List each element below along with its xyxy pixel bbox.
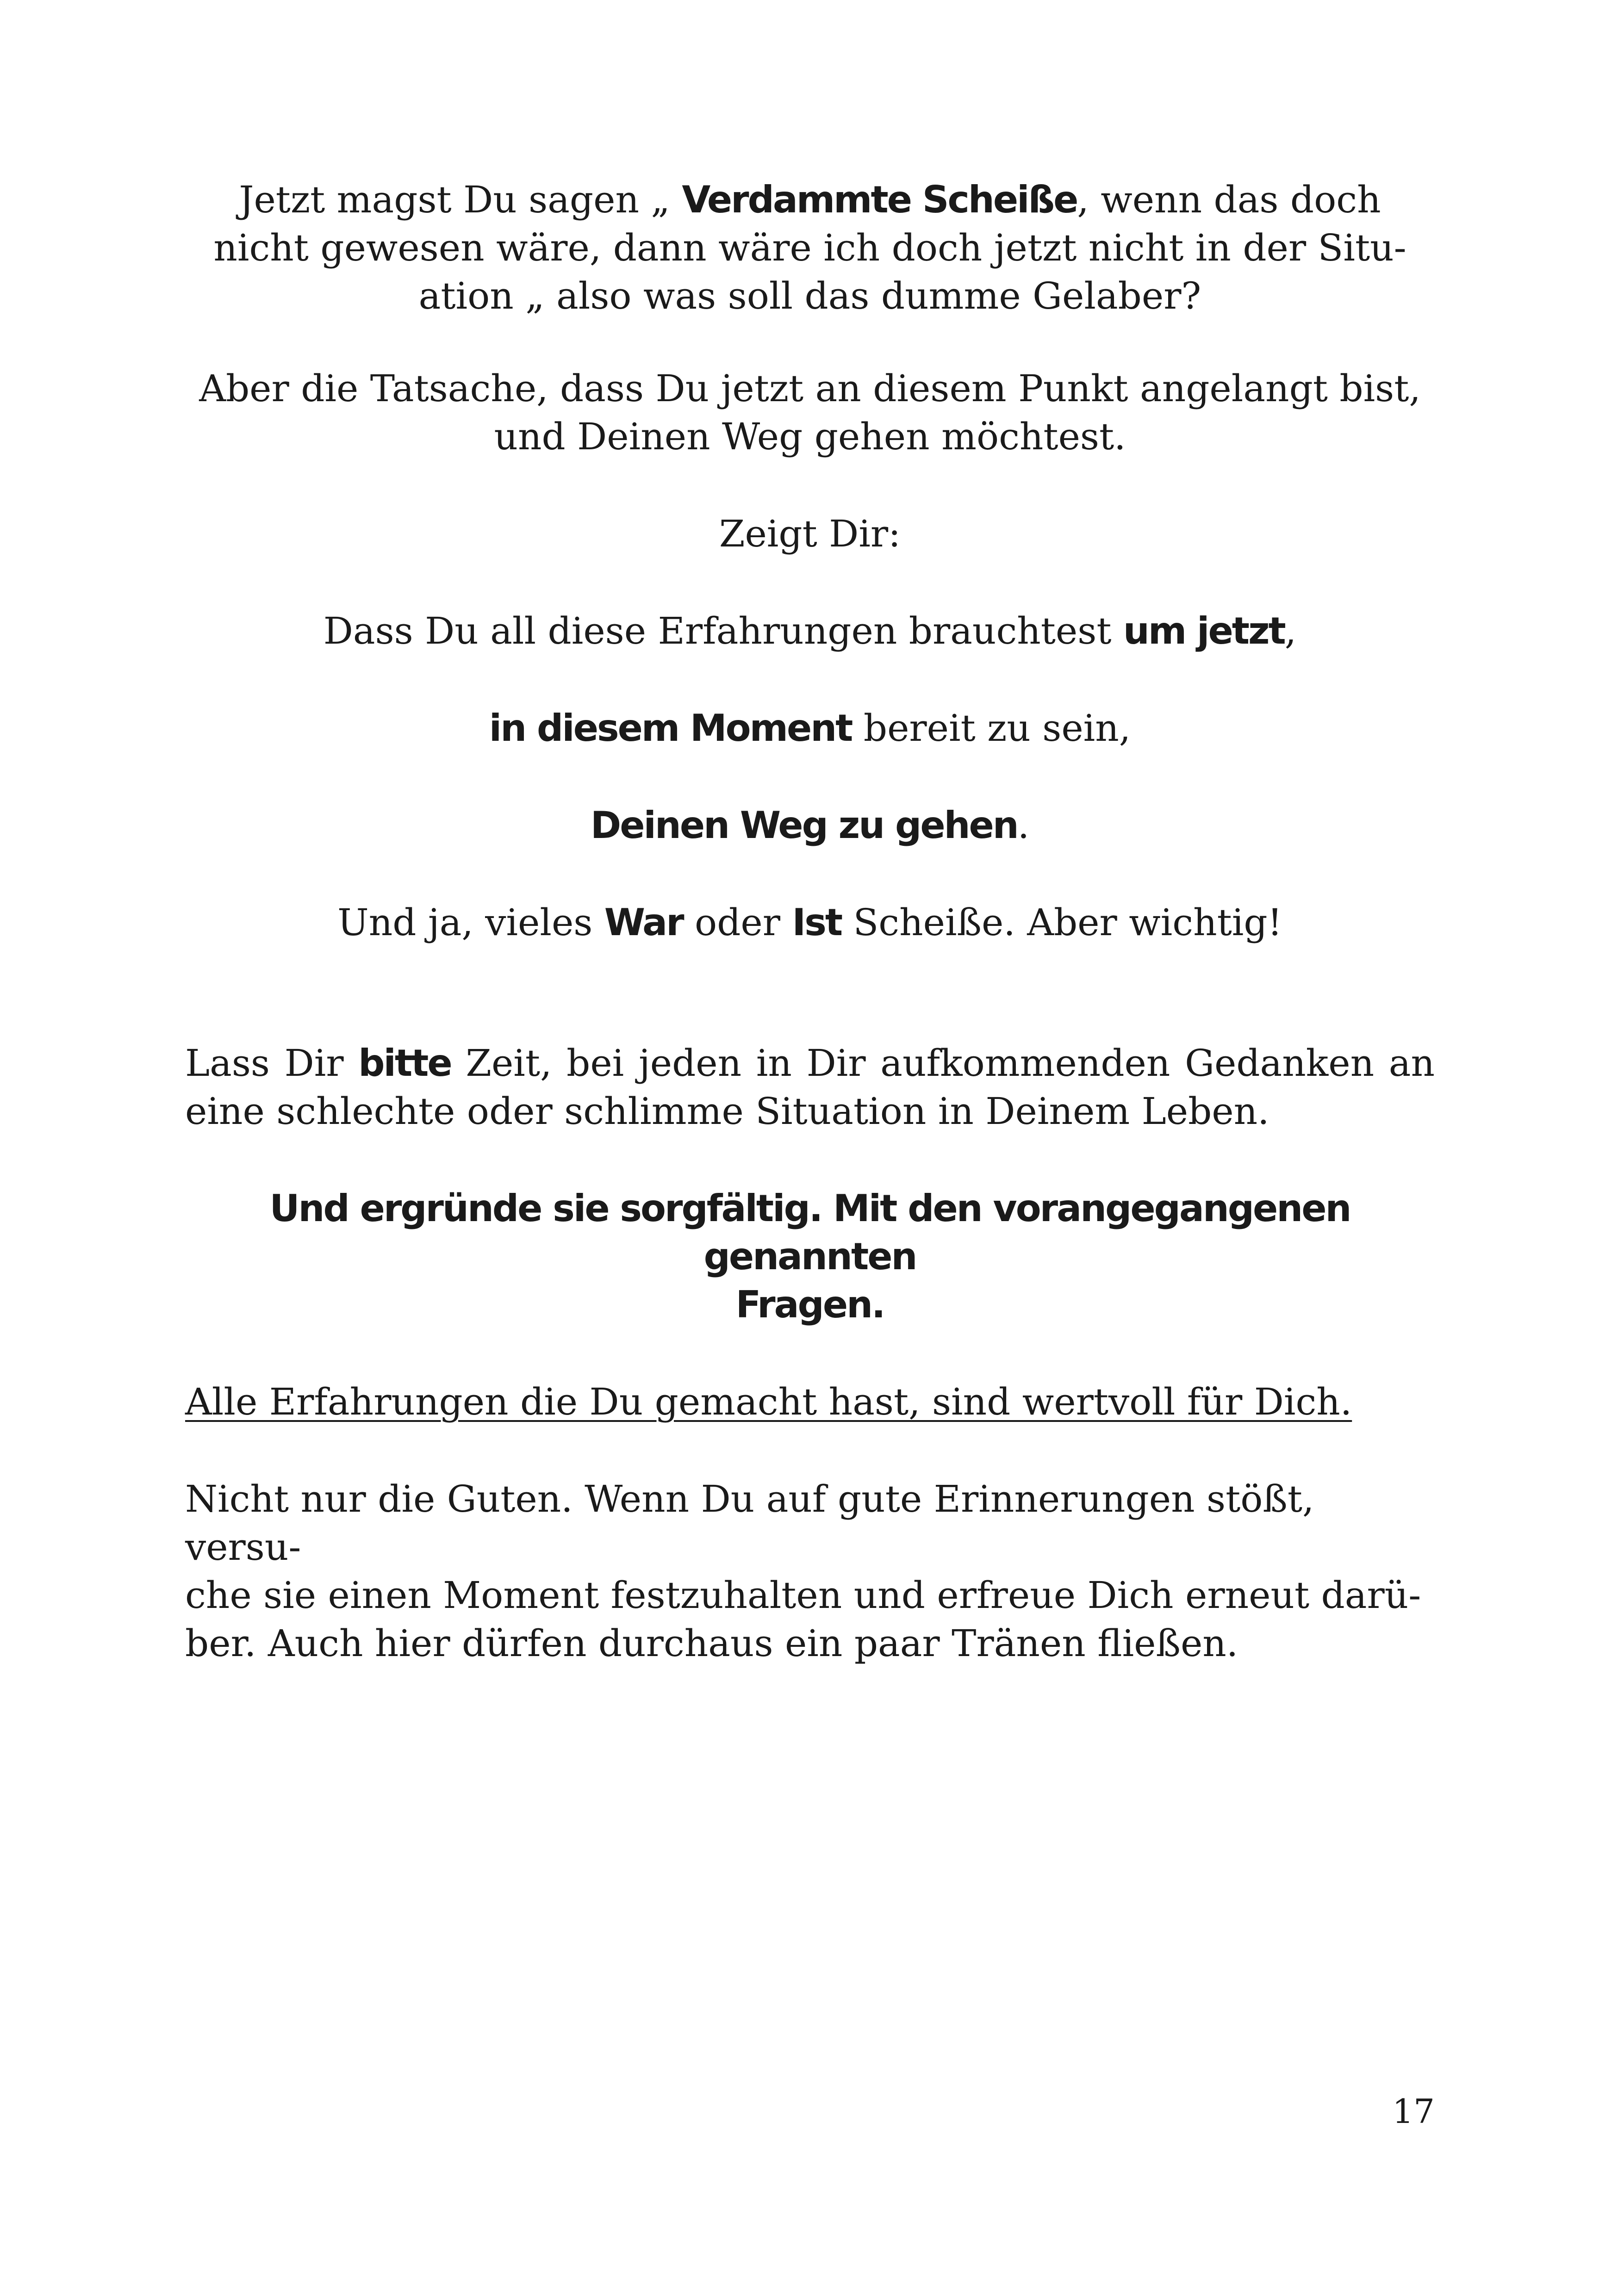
p7-text-a: Und ja, vieles (337, 901, 604, 944)
page-body (185, 176, 1435, 1668)
p1-bold-text: Verdammte Scheiße (682, 178, 1077, 221)
paragraph-alle-erfahrungen (185, 1378, 1435, 1426)
p11-line-1: Nicht nur die Guten. Wenn Du auf gute Erinnerungen stößt, versu- (185, 1477, 1314, 1569)
p1-line-3: ation „ also was soll das dumme Gelaber? (418, 274, 1201, 317)
p9-line-1: Und ergründe sie sorgfältig. Mit den vorangegangenen genannten (269, 1187, 1350, 1278)
paragraph-zeigt-dir: Zeigt Dir: (719, 512, 901, 555)
p10-underlined-text: Alle Erfahrungen die Du gemacht hast, sind wertvoll für Dich. (185, 1380, 1352, 1423)
p1-line-2: nicht gewesen wäre, dann wäre ich doch jetzt nicht in der Situ- (213, 226, 1406, 269)
p7-bold-ist: Ist (792, 901, 842, 944)
p9-line-2: Fragen. (735, 1283, 884, 1326)
p6-bold-text: Deinen Weg zu gehen (590, 804, 1018, 847)
p4-text-a: Dass Du all diese Erfahrungen brauchtest (323, 609, 1123, 652)
page-number: 17 (1392, 2092, 1435, 2131)
paragraph-lass-dir-zeit (185, 1039, 1435, 1136)
p8-text-a: Lass Dir (185, 1042, 359, 1085)
p7-bold-war: War (604, 901, 683, 944)
p8-bold-text: bitte (358, 1042, 451, 1085)
p4-bold-text: um jetzt (1123, 609, 1285, 652)
p1-line-1 (185, 176, 1435, 224)
p8-text-b: Zeit, bei jeden in Dir aufkommenden Gedanken an eine schlechte oder schlimme Situation in Deinem Leben. (185, 1042, 1435, 1133)
paragraph-erfahrungen (185, 607, 1435, 655)
paragraph-ergruende (185, 1185, 1435, 1329)
p4-text-b: , (1284, 609, 1297, 652)
p6-text-b: . (1017, 804, 1030, 847)
p7-text-c: Scheiße. Aber wichtig! (841, 901, 1282, 944)
p1-text-b: , wenn das doch (1077, 178, 1381, 221)
p2-line-2: und Deinen Weg gehen möchtest. (494, 415, 1126, 458)
paragraph-war-oder-ist (185, 899, 1435, 947)
paragraph-moment (185, 704, 1435, 752)
paragraph-deinen-weg (185, 801, 1435, 850)
p11-line-2: che sie einen Moment festzuhalten und erfreue Dich erneut darü- (185, 1574, 1421, 1617)
p11-line-3: ber. Auch hier dürfen durchaus ein paar Tränen fließen. (185, 1622, 1238, 1665)
p5-bold-text: in diesem Moment (489, 707, 852, 750)
p1-text-a: Jetzt magst Du sagen „ (239, 178, 682, 221)
p7-text-b: oder (683, 901, 792, 944)
paragraph-tatsache (185, 365, 1435, 461)
p5-text-b: bereit zu sein, (852, 707, 1131, 750)
p2-line-1: Aber die Tatsache, dass Du jetzt an diesem Punkt angelangt bist, (199, 367, 1421, 410)
paragraph-nicht-nur-die-guten (185, 1475, 1435, 1668)
paragraph-verdammte-scheisse (185, 176, 1435, 320)
